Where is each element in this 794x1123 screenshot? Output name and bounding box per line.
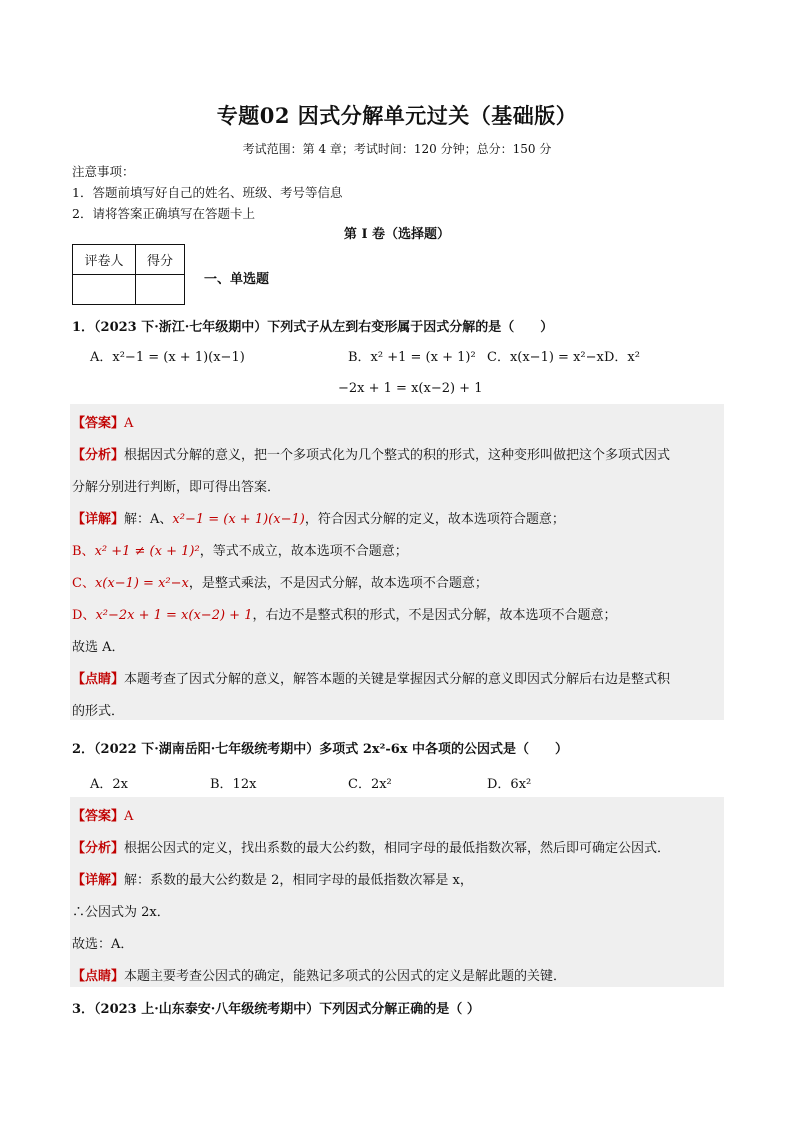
q2-detail-line2: ∴公因式为 2x．	[72, 905, 170, 920]
q1-analysis-line1: 【分析】根据因式分解的意义，把一个多项式化为几个整式的积的形式，这种变形叫做把这个多项式因式	[72, 448, 671, 463]
q1-option-d-continued: −2x + 1 = x(x−2) + 1	[338, 381, 483, 396]
grader-header: 评卷人	[73, 245, 136, 275]
notice-heading: 注意事项：	[72, 164, 135, 179]
q2-detail-line1: 【详解】解：系数的最大公约数是 2，相同字母的最低指数次幂是 x，	[72, 873, 473, 888]
q2-option-d: D．6x²	[487, 777, 532, 792]
q1-detail-line4: D、x²−2x + 1 = x(x−2) + 1，右边不是整式积的形式，不是因式分解，故本选项不合题意；	[72, 608, 617, 623]
q2-analysis-line1: 【分析】根据公因式的定义，找出系数的最大公约数，相同字母的最低指数次幂，然后即可确定公因式．	[72, 841, 671, 856]
q1-detail-line3: C、x(x−1) = x²−x，是整式乘法，不是因式分解，故本选项不合题意；	[72, 576, 488, 591]
notice-item-1: 1．答题前填写好自己的姓名、班级、考号等信息	[72, 185, 343, 200]
q1-answer: 【答案】A	[72, 416, 134, 431]
q2-stem: 2．（2022 下·湖南岳阳·七年级统考期中）多项式 2x²-6x 中各项的公因式是（ ）	[72, 742, 569, 757]
notice-item-2: 2．请将答案正确填写在答题卡上	[72, 206, 255, 221]
q2-detail-line3: 故选：A．	[72, 937, 134, 952]
q1-option-b: B．x² +1 = (x + 1)²	[348, 350, 476, 365]
page-title: 专题02 因式分解单元过关（基础版）	[216, 103, 578, 128]
q1-comment-line1: 【点睛】本题考查了因式分解的意义，解答本题的关键是掌握因式分解的意义即因式分解后右边是整式积	[72, 672, 671, 687]
q1-detail-line2: B、x² +1 ≠ (x + 1)²，等式不成立，故本选项不合题意；	[72, 544, 408, 559]
score-header: 得分	[136, 245, 185, 275]
q1-option-c: C．x(x−1) = x²−x	[487, 350, 604, 365]
q1-detail-line5: 故选 A．	[72, 640, 125, 655]
q2-answer: 【答案】A	[72, 809, 134, 824]
q2-option-c: C．2x²	[348, 777, 392, 792]
q2-comment-line1: 【点睛】本题主要考查公因式的确定，能熟记多项式的公因式的定义是解此题的关键．	[72, 969, 567, 984]
q2-option-a: A．2x	[90, 777, 128, 792]
grader-cell	[73, 275, 136, 305]
q2-solution-box	[70, 797, 724, 987]
q3-stem: 3．（2023 上·山东泰安·八年级统考期中）下列因式分解正确的是（ ）	[72, 1002, 480, 1017]
part-title: 一、单选题	[204, 272, 270, 287]
q1-comment-line2: 的形式．	[72, 704, 125, 719]
score-cell	[136, 275, 185, 305]
q1-option-d: D．x²	[604, 350, 640, 365]
q1-analysis-line2: 分解分别进行判断，即可得出答案．	[72, 480, 281, 495]
q2-option-b: B．12x	[210, 777, 257, 792]
q1-option-a: A．x²−1 = (x + 1)(x−1)	[90, 350, 245, 365]
q1-stem: 1．（2023 下·浙江·七年级期中）下列式子从左到右变形属于因式分解的是（ ）	[72, 320, 554, 335]
section-title: 第 I 卷（选择题）	[343, 227, 451, 242]
exam-info: 考试范围：第 4 章；考试时间：120 分钟；总分：150 分	[242, 142, 552, 156]
score-table	[72, 244, 185, 305]
q1-detail-line1: 【详解】解：A、x²−1 = (x + 1)(x−1)，符合因式分解的定义，故本选项符合题意；	[72, 512, 565, 527]
